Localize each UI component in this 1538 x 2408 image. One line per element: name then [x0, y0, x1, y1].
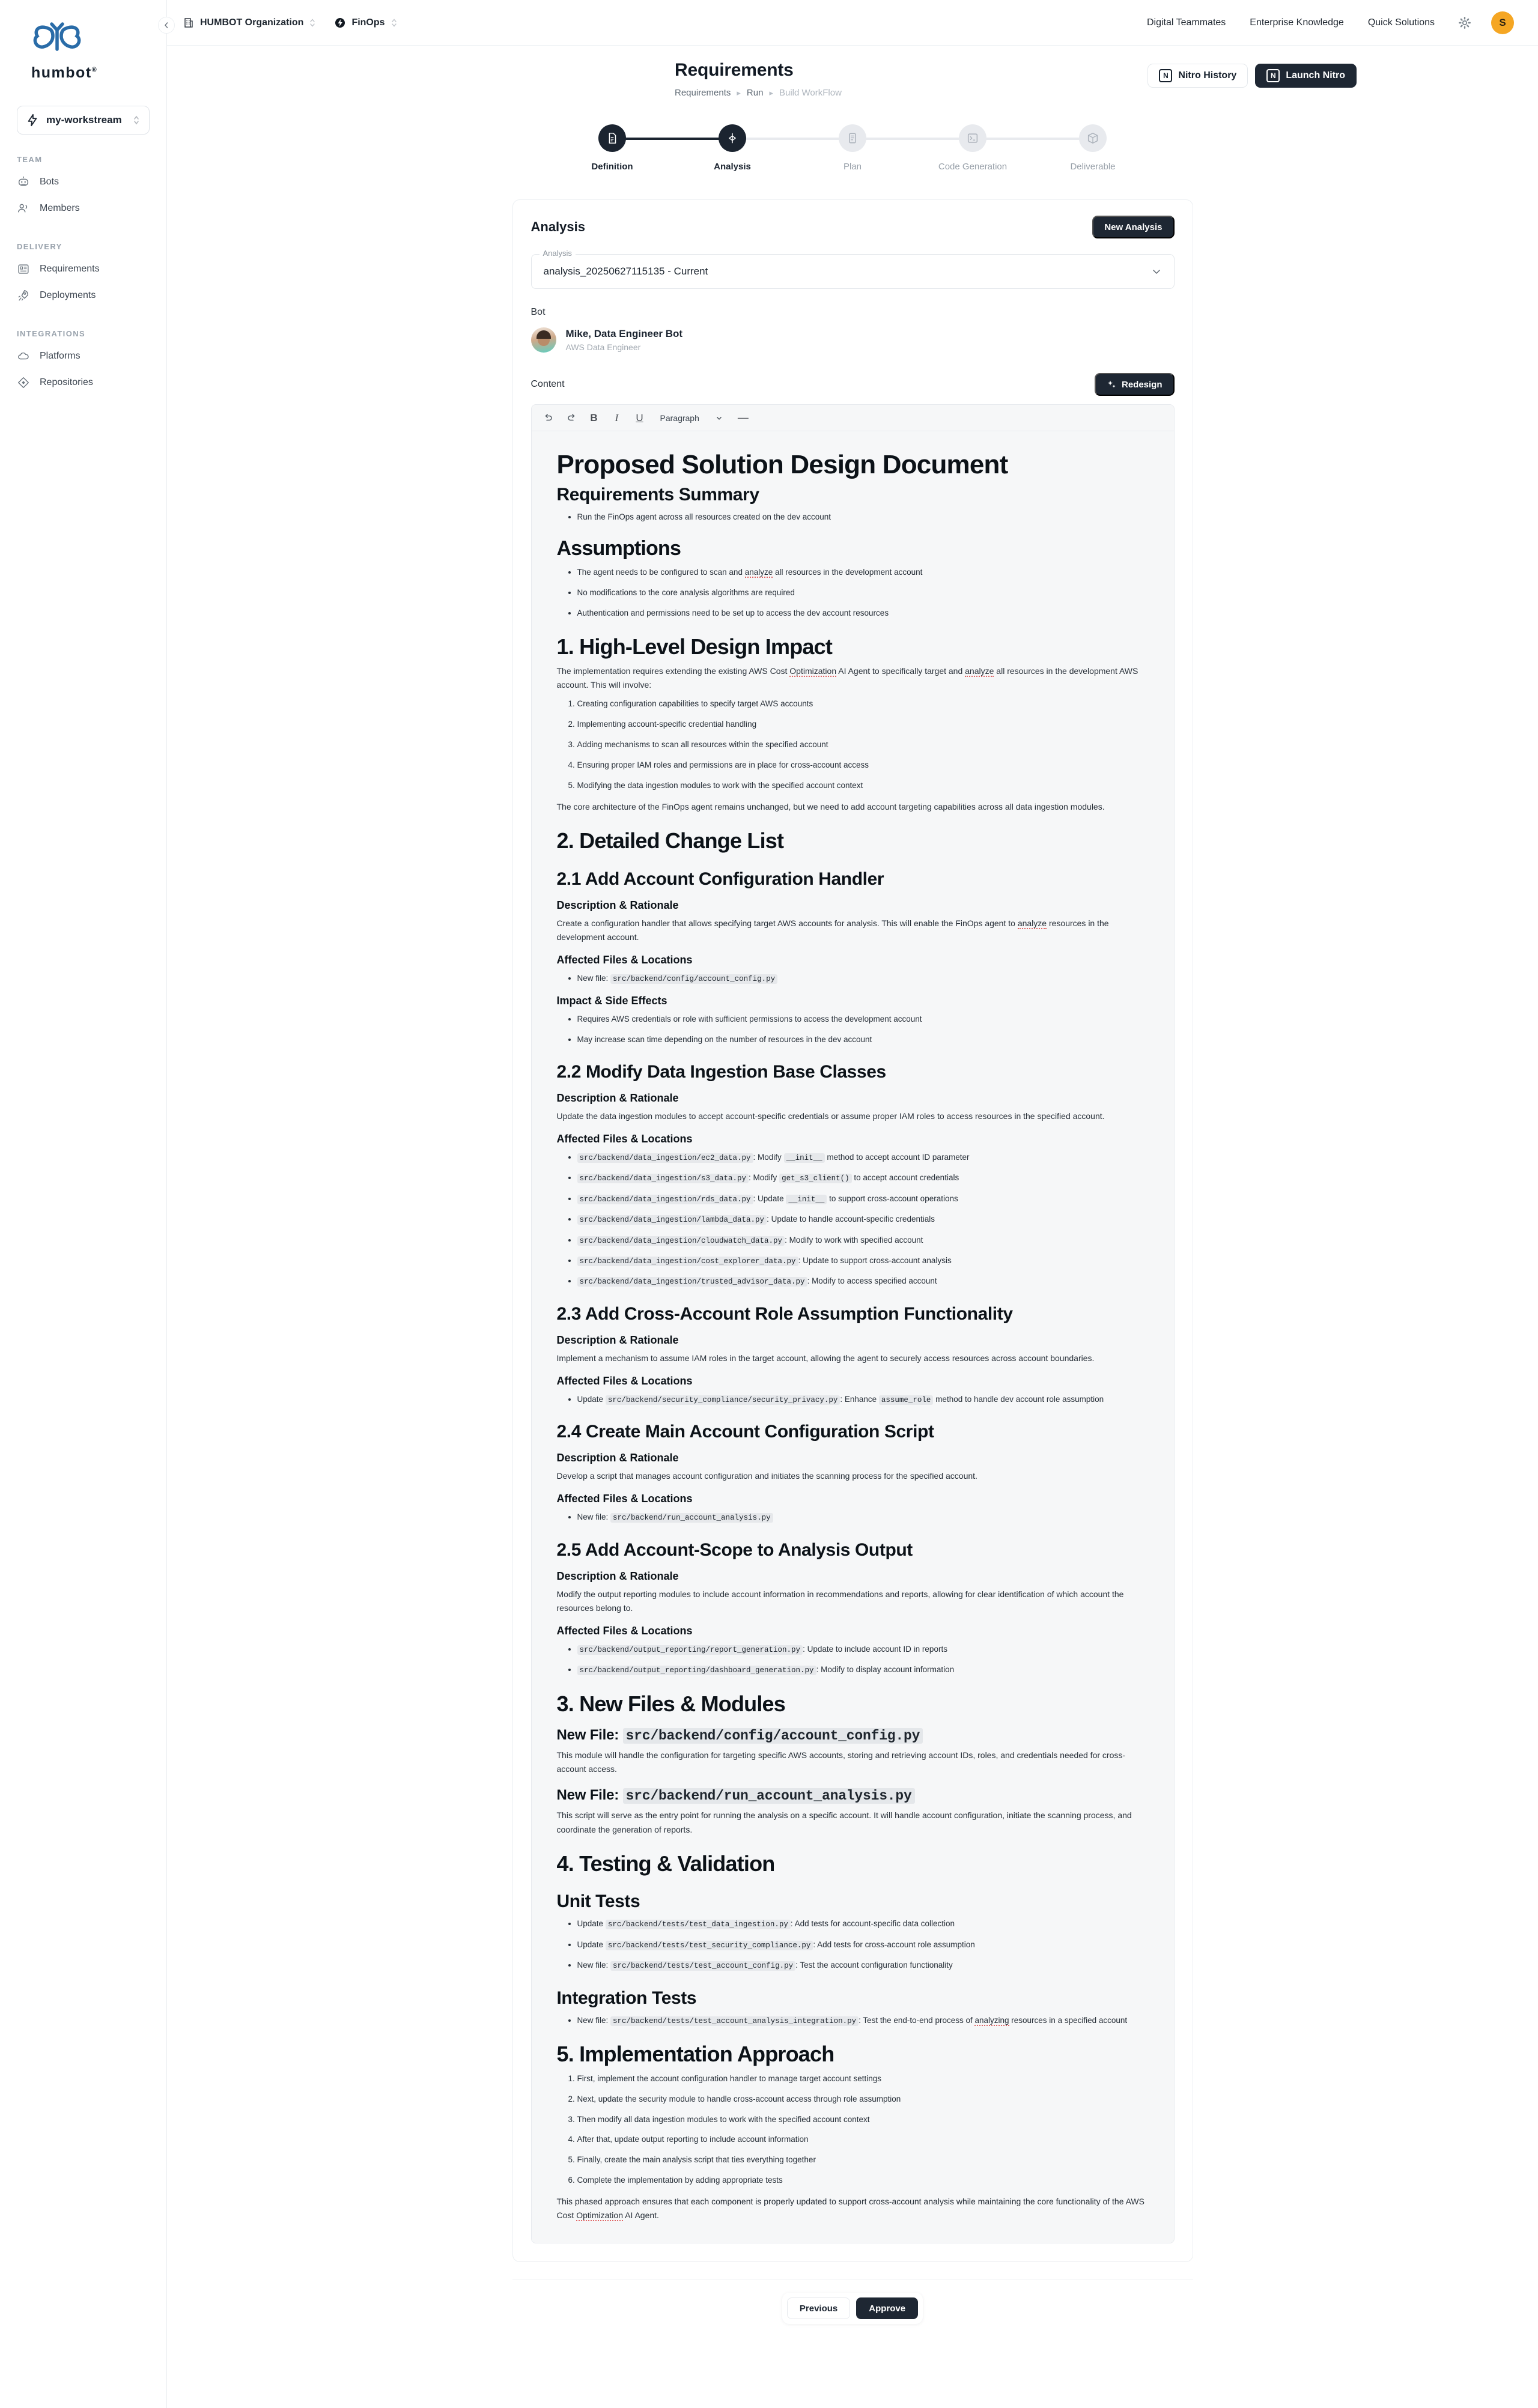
s4-heading: 4. Testing & Validation — [556, 1851, 775, 1876]
unit-tests-list — [577, 1918, 1149, 1972]
list-item: 2. Implementing account-specific credential handling — [577, 718, 1149, 731]
s2-1-files — [577, 972, 1149, 985]
redesign-button[interactable] — [1095, 373, 1175, 396]
s2-1-heading: 2.1 Add Account Configuration Handler — [556, 869, 884, 889]
block-style-select[interactable] — [660, 413, 722, 423]
robot-icon — [17, 175, 30, 189]
list-item: 1. First, implement the account configuration handler to manage target account settings — [577, 2073, 1149, 2085]
page-title: Requirements — [675, 60, 794, 80]
list-item: • Requires AWS credentials or role with sufficient permissions to access the development account — [577, 1013, 1149, 1026]
nitro-history-button[interactable] — [1147, 64, 1248, 88]
s3-file-2-description: This script will serve as the entry point for running the analysis on a specific account. It will handle account configuration, initiate the scanning process, and coordinate the generation of reports. — [556, 1810, 1132, 1834]
list-item: • src/backend/data_ingestion/rds_data.py : Update __init__ to support cross-account operations — [577, 1193, 1149, 1206]
breadcrumb-item-requirements[interactable]: Requirements — [675, 88, 731, 98]
members-icon — [17, 202, 30, 215]
list-item: • Update src/backend/tests/test_security_compliance.py : Add tests for cross-account role assumption — [577, 1939, 1149, 1952]
list-item: • src/backend/output_reporting/report_generation.py : Update to include account ID in reports — [577, 1643, 1149, 1656]
settings-button[interactable] — [1457, 16, 1472, 30]
nav-section-title: INTEGRATIONS — [17, 329, 86, 338]
list-item: • Update src/backend/tests/test_data_ingestion.py : Add tests for account-specific data collection — [577, 1918, 1149, 1930]
page-header — [167, 60, 1538, 98]
page-content — [167, 46, 1538, 2408]
finops-bolt-icon — [334, 17, 346, 29]
redo-icon[interactable] — [565, 412, 577, 424]
list-item: • New file: src/backend/run_account_analysis.py — [577, 1511, 1149, 1524]
s2-4-files — [577, 1511, 1149, 1524]
document-body[interactable] — [532, 431, 1174, 2243]
chevron-updown-icon — [132, 114, 141, 126]
project-name: FinOps — [351, 17, 385, 28]
breadcrumb-separator: ▸ — [737, 88, 741, 97]
org-name: HUMBOT Organization — [200, 17, 304, 28]
step-icon-wrap — [598, 124, 626, 152]
step-label: Code Generation — [938, 162, 1008, 172]
document-title: Proposed Solution Design Document — [556, 450, 1008, 479]
list-item: • The agent needs to be configured to scan and analyze all resources in the development account — [577, 566, 1149, 579]
sparkles-icon — [1107, 380, 1116, 389]
s5-list — [577, 2073, 1149, 2188]
bot-role: AWS Data Engineer — [565, 342, 641, 352]
workspace-label: my-workstream — [46, 114, 122, 126]
previous-button[interactable]: Previous — [787, 2297, 850, 2319]
chevron-updown-icon — [309, 17, 316, 28]
analysis-card-header — [531, 216, 1175, 238]
project-selector[interactable] — [334, 17, 397, 29]
file-path: src/backend/config/account_config.py — [610, 974, 777, 984]
s2-2-files — [577, 1151, 1149, 1288]
step-label: Plan — [843, 162, 862, 172]
nav-section-delivery — [0, 242, 166, 309]
chevron-down-icon — [1151, 266, 1162, 277]
sidebar-item-label: Bots — [40, 177, 59, 187]
document-icon — [606, 132, 619, 145]
analysis-select-field — [531, 249, 1175, 289]
chevron-left-icon — [163, 22, 170, 29]
avatar-initial: S — [1499, 16, 1506, 28]
list-item: 3. Then modify all data ingestion modules to work with the specified account context — [577, 2114, 1149, 2126]
building-icon — [183, 17, 195, 29]
integration-tests-list — [577, 2015, 1149, 2027]
assumptions-list — [577, 566, 1149, 620]
sidebar-item-platforms[interactable] — [0, 343, 166, 369]
undo-icon[interactable] — [543, 412, 555, 424]
breadcrumb — [675, 88, 1357, 98]
sidebar-item-label: Members — [40, 203, 80, 213]
step-icon-wrap — [719, 124, 746, 152]
list-item: • No modifications to the core analysis algorithms are required — [577, 587, 1149, 599]
content-label: Content — [530, 379, 565, 389]
sidebar-item-bots[interactable] — [0, 169, 166, 195]
file-path: src/backend/data_ingestion/trusted_advisor_data.py — [577, 1277, 807, 1287]
nitro-icon: N — [1266, 69, 1280, 82]
step-icon-wrap — [1079, 124, 1107, 152]
step-connector — [732, 138, 853, 140]
requirements-summary-list — [577, 511, 1149, 524]
step-icon-wrap — [839, 124, 866, 152]
bold-button[interactable]: B — [590, 411, 598, 423]
content-header — [531, 373, 1175, 396]
label-description: Description & Rationale — [556, 1333, 679, 1346]
sidebar-item-label: Deployments — [40, 290, 96, 300]
file-path: src/backend/data_ingestion/cost_explorer_data.py — [577, 1257, 798, 1266]
code-symbol: __init__ — [786, 1195, 827, 1204]
list-item: 6. Complete the implementation by adding appropriate tests — [577, 2174, 1149, 2187]
label-description: Description & Rationale — [556, 1091, 679, 1104]
list-item: • src/backend/data_ingestion/cost_explorer_data.py : Update to support cross-account analysis — [577, 1255, 1149, 1267]
requirements-icon — [17, 262, 30, 276]
approve-button[interactable]: Approve — [856, 2297, 918, 2319]
nav-digital-teammates[interactable]: Digital Teammates — [1146, 17, 1226, 28]
sidebar-collapse-button[interactable] — [158, 17, 175, 34]
step-code-generation[interactable] — [913, 124, 1033, 172]
file-path: src/backend/run_account_analysis.py — [623, 1788, 915, 1804]
workspace-selector[interactable] — [17, 106, 150, 135]
s2-4-description: Develop a script that manages account configuration and initiates the scanning process for the specified account. — [556, 1471, 977, 1481]
list-item: 5. Finally, create the main analysis script that ties everything together — [577, 2154, 1149, 2167]
file-path: src/backend/data_ingestion/ec2_data.py — [577, 1153, 753, 1163]
chevron-down-icon — [716, 415, 722, 421]
list-item: 1. Creating configuration capabilities to specify target AWS accounts — [577, 698, 1149, 711]
s5-closing: This phased approach ensures that each component is properly updated to support cross-account analysis while maintaining the core functionality of the AWS Cost Optimization AI Agent. — [556, 2197, 1144, 2221]
label-description: Description & Rationale — [556, 1452, 679, 1464]
italic-button[interactable]: I — [615, 411, 619, 423]
nitro-history-label: Nitro History — [1178, 70, 1237, 80]
list-item: • New file: src/backend/tests/test_account_config.py : Test the account configuration functionality — [577, 1959, 1149, 1972]
nav-section-title: DELIVERY — [17, 242, 62, 251]
requirements-summary-heading: Requirements Summary — [556, 485, 759, 505]
step-plan[interactable] — [792, 124, 913, 172]
nav-section-title: TEAM — [17, 155, 43, 164]
integration-tests-heading: Integration Tests — [556, 1988, 697, 2008]
list-item: • src/backend/data_ingestion/s3_data.py : Modify get_s3_client() to accept account credentials — [577, 1172, 1149, 1184]
analysis-select[interactable] — [531, 254, 1175, 289]
horizontal-rule-button[interactable]: — — [737, 411, 749, 423]
file-path: src/backend/data_ingestion/lambda_data.py — [577, 1215, 767, 1225]
file-path: src/backend/tests/test_account_config.py — [610, 1961, 795, 1971]
label-description: Description & Rationale — [556, 1569, 679, 1582]
list-item: • New file: src/backend/config/account_config.py — [577, 972, 1149, 985]
list-item: 4. After that, update output reporting to include account information — [577, 2134, 1149, 2146]
cloud-icon — [17, 350, 30, 363]
s2-1-impact — [577, 1013, 1149, 1046]
file-path: src/backend/tests/test_security_compliance.py — [606, 1941, 813, 1950]
s5-heading: 5. Implementation Approach — [556, 2041, 834, 2066]
main-area — [167, 0, 1538, 2408]
step-analysis[interactable] — [672, 124, 792, 172]
s3-file-1-heading: New File: src/backend/config/account_config.py — [557, 1727, 1149, 1744]
s2-3-heading: 2.3 Add Cross-Account Role Assumption Functionality — [556, 1303, 1013, 1324]
label-affected-files: Affected Files & Locations — [556, 1133, 693, 1145]
repository-icon — [17, 376, 30, 389]
wizard-footer — [512, 2279, 1193, 2324]
step-connector — [612, 138, 732, 140]
code-symbol: get_s3_client() — [779, 1174, 852, 1183]
step-deliverable[interactable] — [1033, 124, 1153, 172]
sidebar-item-requirements[interactable] — [0, 256, 166, 282]
file-path: src/backend/tests/test_data_ingestion.py — [606, 1920, 791, 1929]
list-item: • src/backend/data_ingestion/ec2_data.py : Modify __init__ method to accept account ID parameter — [577, 1151, 1149, 1164]
file-path: src/backend/security_compliance/security_privacy.py — [606, 1395, 840, 1405]
file-path: src/backend/run_account_analysis.py — [610, 1513, 773, 1523]
page-actions — [1147, 64, 1357, 88]
label-description: Description & Rationale — [556, 899, 679, 911]
list-item: • src/backend/data_ingestion/trusted_advisor_data.py : Modify to access specified account — [577, 1275, 1149, 1288]
analysis-select-value: analysis_20250627115135 - Current — [543, 265, 708, 277]
code-symbol: assume_role — [879, 1395, 934, 1405]
nav-section-integrations — [0, 329, 166, 396]
analysis-title: Analysis — [530, 219, 585, 234]
step-connector — [973, 138, 1093, 140]
bot-avatar — [531, 327, 556, 353]
sidebar-item-label: Repositories — [40, 377, 93, 387]
underline-button[interactable]: U — [636, 411, 643, 423]
list-item: 3. Adding mechanisms to scan all resources within the specified account — [577, 739, 1149, 751]
label-affected-files: Affected Files & Locations — [556, 953, 693, 966]
new-analysis-label: New Analysis — [1104, 222, 1163, 232]
s3-file-2-heading: New File: src/backend/run_account_analysis.py — [557, 1787, 1149, 1804]
org-selector[interactable] — [183, 17, 316, 29]
list-item: • src/backend/data_ingestion/cloudwatch_data.py : Modify to work with specified account — [577, 1234, 1149, 1247]
sidebar-item-deployments[interactable] — [0, 282, 166, 309]
gear-icon — [1457, 16, 1472, 30]
nav-enterprise-knowledge[interactable]: Enterprise Knowledge — [1250, 17, 1344, 28]
chevron-updown-icon — [391, 17, 398, 28]
list-item: • Run the FinOps agent across all resources created on the dev account — [577, 511, 1149, 524]
step-label: Definition — [591, 162, 633, 172]
launch-nitro-button[interactable] — [1255, 64, 1357, 88]
launch-nitro-label: Launch Nitro — [1286, 70, 1345, 80]
breadcrumb-separator: ▸ — [769, 88, 773, 97]
sidebar-item-members[interactable] — [0, 195, 166, 222]
file-path: src/backend/output_reporting/report_generation.py — [577, 1645, 803, 1655]
unit-tests-heading: Unit Tests — [556, 1891, 640, 1912]
file-path: src/backend/data_ingestion/rds_data.py — [577, 1195, 753, 1204]
file-path: src/backend/tests/test_account_analysis_integration.py — [610, 2016, 859, 2026]
nitro-icon: N — [1159, 69, 1172, 82]
sidebar-item-repositories[interactable] — [0, 369, 166, 396]
s2-heading: 2. Detailed Change List — [556, 828, 784, 853]
step-label: Deliverable — [1070, 162, 1116, 172]
s2-1-description: Create a configuration handler that allows specifying target AWS accounts for analysis. This will enable the FinOps agent to analyze resources in the development account. — [556, 918, 1109, 942]
s2-5-description: Modify the output reporting modules to include account information in recommendations and reports, allowing for clear identification of which account the resources belong to. — [556, 1589, 1124, 1613]
brand-wordmark: humbot® — [31, 64, 98, 81]
breadcrumb-item-run[interactable]: Run — [746, 88, 764, 98]
label-affected-files: Affected Files & Locations — [556, 1493, 693, 1505]
sidebar-item-label: Platforms — [40, 351, 81, 361]
clipboard-plan-icon — [846, 132, 859, 145]
label-affected-files: Affected Files & Locations — [556, 1374, 693, 1387]
list-item: 5. Modifying the data ingestion modules to work with the specified account context — [577, 780, 1149, 792]
list-item: • src/backend/output_reporting/dashboard_generation.py : Modify to display account information — [577, 1664, 1149, 1676]
s1-intro: The implementation requires extending the existing AWS Cost Optimization AI Agent to specifically target and analyze all resources in the development AWS account. This will involve: — [556, 666, 1138, 690]
assumptions-heading: Assumptions — [556, 536, 681, 560]
step-icon-wrap — [959, 124, 986, 152]
terminal-icon — [966, 132, 979, 145]
s3-heading: 3. New Files & Modules — [556, 1691, 785, 1716]
list-item: 2. Next, update the security module to handle cross-account access through role assumption — [577, 2093, 1149, 2106]
brand-logo[interactable] — [0, 16, 166, 82]
step-connector — [853, 138, 973, 140]
step-label: Analysis — [714, 162, 751, 172]
new-analysis-button[interactable] — [1092, 216, 1174, 238]
bot-name: Mike, Data Engineer Bot — [565, 328, 683, 339]
s2-5-files — [577, 1643, 1149, 1677]
analysis-select-legend: Analysis — [540, 249, 576, 258]
s2-2-description: Update the data ingestion modules to accept account-specific credentials or assume proper IAM roles to access resources in the specified account. — [556, 1111, 1105, 1121]
workflow-stepper — [552, 124, 1153, 172]
rich-text-editor — [531, 404, 1175, 2243]
analysis-network-icon — [726, 132, 739, 145]
block-style-value: Paragraph — [660, 413, 699, 423]
user-avatar[interactable] — [1491, 11, 1514, 34]
list-item: • New file: src/backend/tests/test_account_analysis_integration.py : Test the end-to-end process of analyzing resources in a specified account — [577, 2015, 1149, 2027]
label-affected-files: Affected Files & Locations — [556, 1624, 693, 1637]
file-path: src/backend/data_ingestion/cloudwatch_data.py — [577, 1236, 785, 1246]
top-navigation-bar — [167, 0, 1538, 46]
s2-4-heading: 2.4 Create Main Account Configuration Script — [556, 1422, 934, 1442]
step-definition[interactable] — [552, 124, 672, 172]
nav-section-team — [0, 155, 166, 222]
humbot-butterfly-icon — [31, 20, 83, 58]
s2-2-heading: 2.2 Modify Data Ingestion Base Classes — [556, 1061, 886, 1082]
bolt-icon — [26, 114, 39, 127]
file-path: src/backend/data_ingestion/s3_data.py — [577, 1174, 749, 1183]
editor-toolbar — [532, 405, 1174, 431]
nav-quick-solutions[interactable]: Quick Solutions — [1367, 17, 1435, 28]
analysis-card — [512, 199, 1193, 2262]
sidebar — [0, 0, 167, 2408]
list-item: • Update src/backend/security_compliance/security_privacy.py : Enhance assume_role method to handle dev account role assumption — [577, 1394, 1149, 1406]
list-item: • May increase scan time depending on the number of resources in the dev account — [577, 1034, 1149, 1046]
file-path: src/backend/config/account_config.py — [623, 1728, 923, 1744]
sidebar-item-label: Requirements — [40, 264, 100, 274]
list-item: • src/backend/data_ingestion/lambda_data.py : Update to handle account-specific credentials — [577, 1213, 1149, 1226]
s1-outro: The core architecture of the FinOps agent remains unchanged, but we need to add account targeting capabilities across all data ingestion modules. — [556, 801, 1105, 811]
breadcrumb-item-build-workflow: Build WorkFlow — [779, 88, 842, 98]
package-icon — [1086, 132, 1099, 145]
wizard-action-group — [782, 2293, 923, 2324]
redesign-label: Redesign — [1121, 379, 1163, 390]
list-item: • Authentication and permissions need to be set up to access the dev account resources — [577, 607, 1149, 620]
s1-list — [577, 698, 1149, 792]
list-item: 4. Ensuring proper IAM roles and permissions are in place for cross-account access — [577, 759, 1149, 772]
s2-5-heading: 2.5 Add Account-Scope to Analysis Output — [556, 1539, 913, 1560]
s2-3-description: Implement a mechanism to assume IAM roles in the target account, allowing the agent to securely access resources across account boundaries. — [556, 1353, 1095, 1363]
bot-section-label: Bot — [530, 307, 546, 317]
s1-heading: 1. High-Level Design Impact — [556, 634, 833, 660]
label-impact: Impact & Side Effects — [556, 995, 667, 1007]
rocket-icon — [17, 289, 30, 302]
code-symbol: __init__ — [784, 1153, 825, 1163]
file-path: src/backend/output_reporting/dashboard_generation.py — [577, 1666, 816, 1675]
s2-3-files — [577, 1394, 1149, 1406]
bot-row — [531, 327, 1175, 353]
s3-file-1-description: This module will handle the configuration for targeting specific AWS accounts, storing and retrieving account IDs, roles, and credentials needed for cross-account access. — [556, 1750, 1126, 1774]
